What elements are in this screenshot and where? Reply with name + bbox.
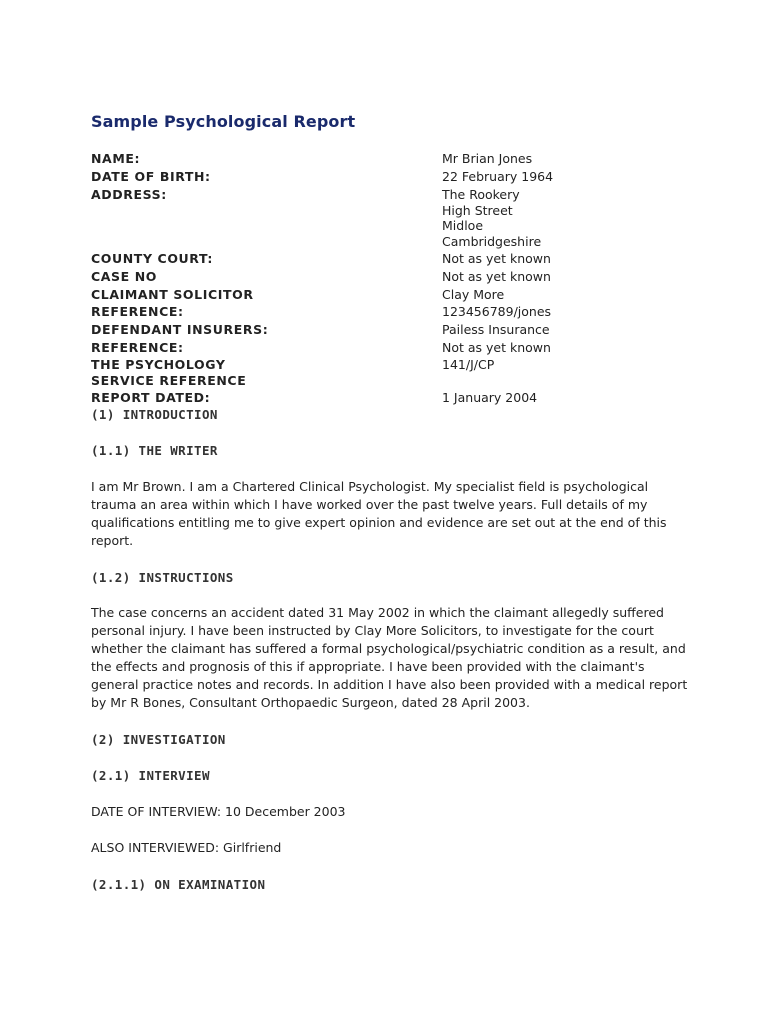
section-heading-introduction: (1) INTRODUCTION — [91, 407, 218, 422]
field-value-name: Mr Brian Jones — [442, 151, 533, 166]
field-value-claimant-solicitor: Clay More — [442, 287, 505, 302]
field-value-county-court: Not as yet known — [442, 251, 551, 266]
field-value-case-no: Not as yet known — [442, 269, 551, 284]
field-label-service-reference: THE PSYCHOLOGY SERVICE REFERENCE — [91, 357, 247, 388]
section-heading-investigation: (2) INVESTIGATION — [91, 732, 226, 747]
section-heading-interview: (2.1) INTERVIEW — [91, 768, 210, 783]
field-value-report-dated: 1 January 2004 — [442, 390, 538, 405]
field-label-name: NAME: — [91, 151, 141, 166]
field-value-insurer-reference: Not as yet known — [442, 340, 551, 355]
field-label-dob: DATE OF BIRTH: — [91, 169, 211, 184]
field-label-county-court: COUNTY COURT: — [91, 251, 213, 266]
field-label-claimant-solicitor: CLAIMANT SOLICITOR — [91, 287, 254, 302]
field-label-defendant-insurers: DEFENDANT INSURERS: — [91, 322, 269, 337]
field-label-insurer-reference: REFERENCE: — [91, 340, 184, 355]
field-label-case-no: CASE NO — [91, 269, 158, 284]
field-value-defendant-insurers: Pailess Insurance — [442, 322, 550, 337]
field-value-dob: 22 February 1964 — [442, 169, 554, 184]
report-title: Sample Psychological Report — [91, 112, 356, 131]
section-heading-instructions: (1.2) INSTRUCTIONS — [91, 570, 234, 585]
field-value-service-reference: 141/J/CP — [442, 357, 495, 372]
instructions-paragraph: The case concerns an accident dated 31 May 2002 in which the claimant allegedly suffered personal injury. I have been instructed by Clay More Solicitors, to investigate for the court whether the claimant has suffered a formal psychological/psychiatric condition as a result, and the effects and prognosis of this if appropriate. I have been provided with the claimant's general practice notes and records. In addition I have also been provided with a medical report by Mr R Bones, Consultant Orthopaedic Surgeon, dated 28 April 2003. — [91, 605, 688, 710]
field-value-address: The Rookery High Street Midloe Cambridgeshire — [442, 187, 542, 249]
also-interviewed: ALSO INTERVIEWED: Girlfriend — [91, 840, 282, 855]
writer-paragraph: I am Mr Brown. I am a Chartered Clinical Psychologist. My specialist field is psychological trauma an area within which I have worked over the past twelve years. Full details of my qualifications entitling me to give expert opinion and evidence are set out at the end of this report. — [91, 479, 667, 548]
date-of-interview: DATE OF INTERVIEW: 10 December 2003 — [91, 804, 346, 819]
field-value-reference: 123456789/jones — [442, 304, 552, 319]
section-heading-writer: (1.1) THE WRITER — [91, 443, 218, 458]
field-label-address: ADDRESS: — [91, 187, 167, 202]
field-label-reference: REFERENCE: — [91, 304, 184, 319]
section-heading-on-examination: (2.1.1) ON EXAMINATION — [91, 877, 266, 892]
field-label-report-dated: REPORT DATED: — [91, 390, 211, 405]
